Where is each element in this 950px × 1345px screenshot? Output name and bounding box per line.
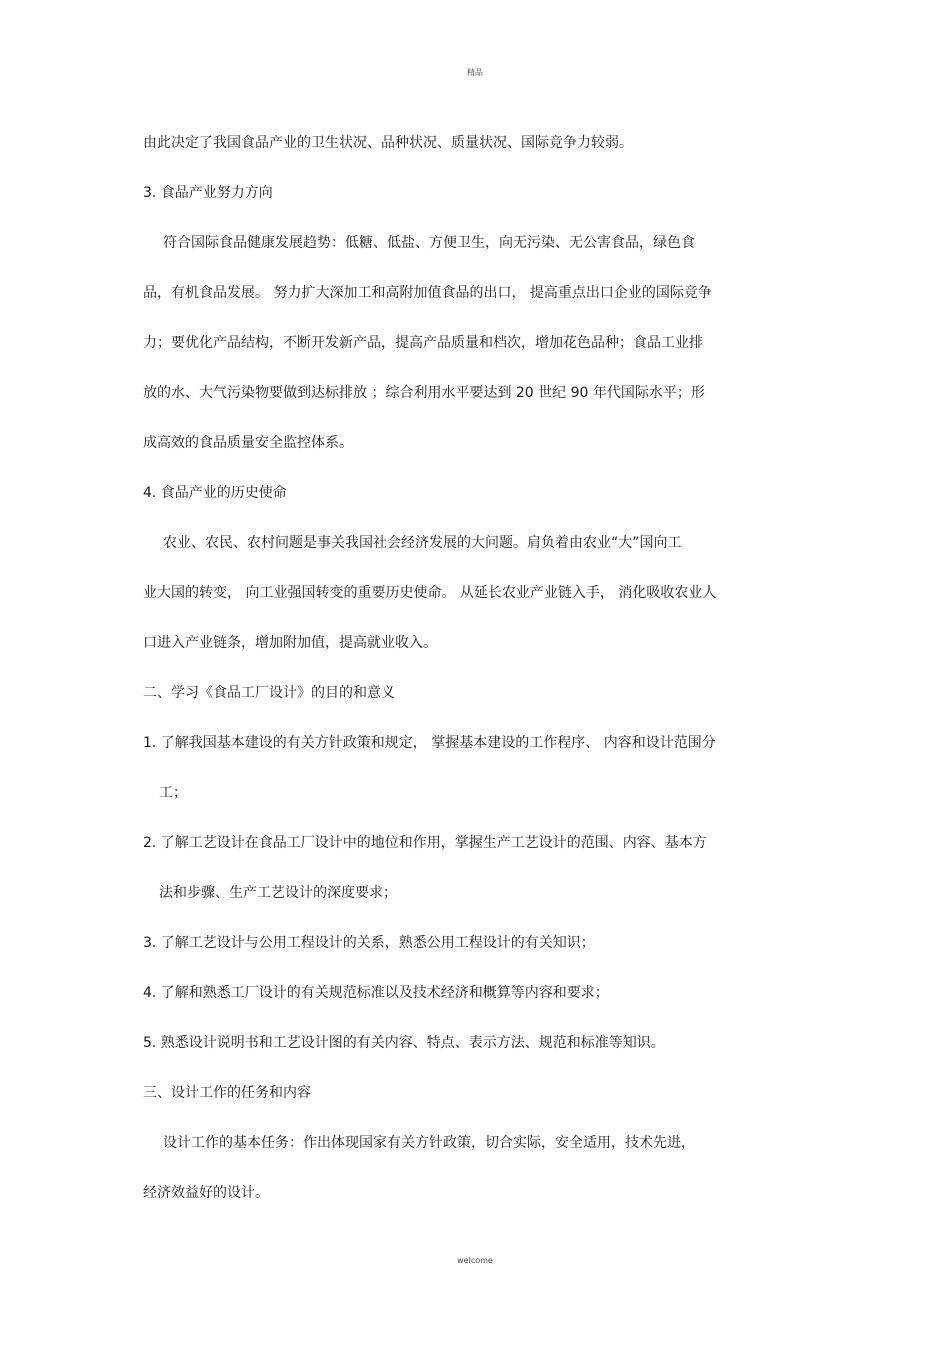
paragraph-line: 放的水、大气污染物要做到达标排放 ；综合利用水平要达到 20 世纪 90 年代国际水平；形	[143, 385, 705, 401]
paragraph-line: 设计工作的基本任务：作出体现国家有关方针政策，切合实际，安全适用，技术先进，	[163, 1135, 695, 1151]
list-item-continuation: 工；	[159, 785, 187, 801]
paragraph-line: 业大国的转变， 向工业强国转变的重要历史使命。 从延长农业产业链入手， 消化吸收农业人	[143, 585, 717, 601]
list-item-continuation: 法和步骤、生产工艺设计的深度要求；	[159, 885, 397, 901]
paragraph-line: 成高效的食品质量安全监控体系。	[143, 435, 353, 451]
paragraph-line: 农业、农民、农村问题是事关我国社会经济发展的大问题。肩负着由农业“大”国向工	[163, 535, 682, 551]
paragraph-line: 由此决定了我国食品产业的卫生状况、品种状况、质量状况、国际竞争力较弱。	[143, 135, 633, 151]
list-item: 5. 熟悉设计说明书和工艺设计图的有关内容、特点、表示方法、规范和标准等知识。	[143, 1035, 665, 1051]
paragraph-line: 经济效益好的设计。	[143, 1185, 269, 1201]
paragraph-line: 品，有机食品发展。 努力扩大深加工和高附加值食品的出口， 提高重点出口企业的国际竞争	[143, 285, 712, 301]
chapter-heading: 二、学习《食品工厂设计》的目的和意义	[143, 685, 395, 701]
paragraph-line: 符合国际食品健康发展趋势：低糖、低盐、方便卫生，向无污染、无公害食品，绿色食	[163, 235, 695, 251]
list-item: 3. 了解工艺设计与公用工程设计的关系，熟悉公用工程设计的有关知识；	[143, 935, 595, 951]
paragraph-line: 口进入产业链条，增加附加值，提高就业收入。	[143, 635, 437, 651]
paragraph-line: 力；要优化产品结构，不断开发新产品，提高产品质量和档次，增加花色品种；食品工业排	[143, 335, 703, 351]
chapter-heading: 三、设计工作的任务和内容	[143, 1085, 311, 1101]
section-heading: 3. 食品产业努力方向	[143, 185, 273, 201]
list-item: 4. 了解和熟悉工厂设计的有关规范标准以及技术经济和概算等内容和要求；	[143, 985, 609, 1001]
page-footer: welcome	[457, 1256, 493, 1265]
section-heading: 4. 食品产业的历史使命	[143, 485, 287, 501]
list-item: 2. 了解工艺设计在食品工厂设计中的地位和作用，掌握生产工艺设计的范围、内容、基本方	[143, 835, 707, 851]
list-item: 1. 了解我国基本建设的有关方针政策和规定， 掌握基本建设的工作程序、 内容和设计范围分	[143, 735, 716, 751]
page-header: 精品	[467, 68, 483, 77]
